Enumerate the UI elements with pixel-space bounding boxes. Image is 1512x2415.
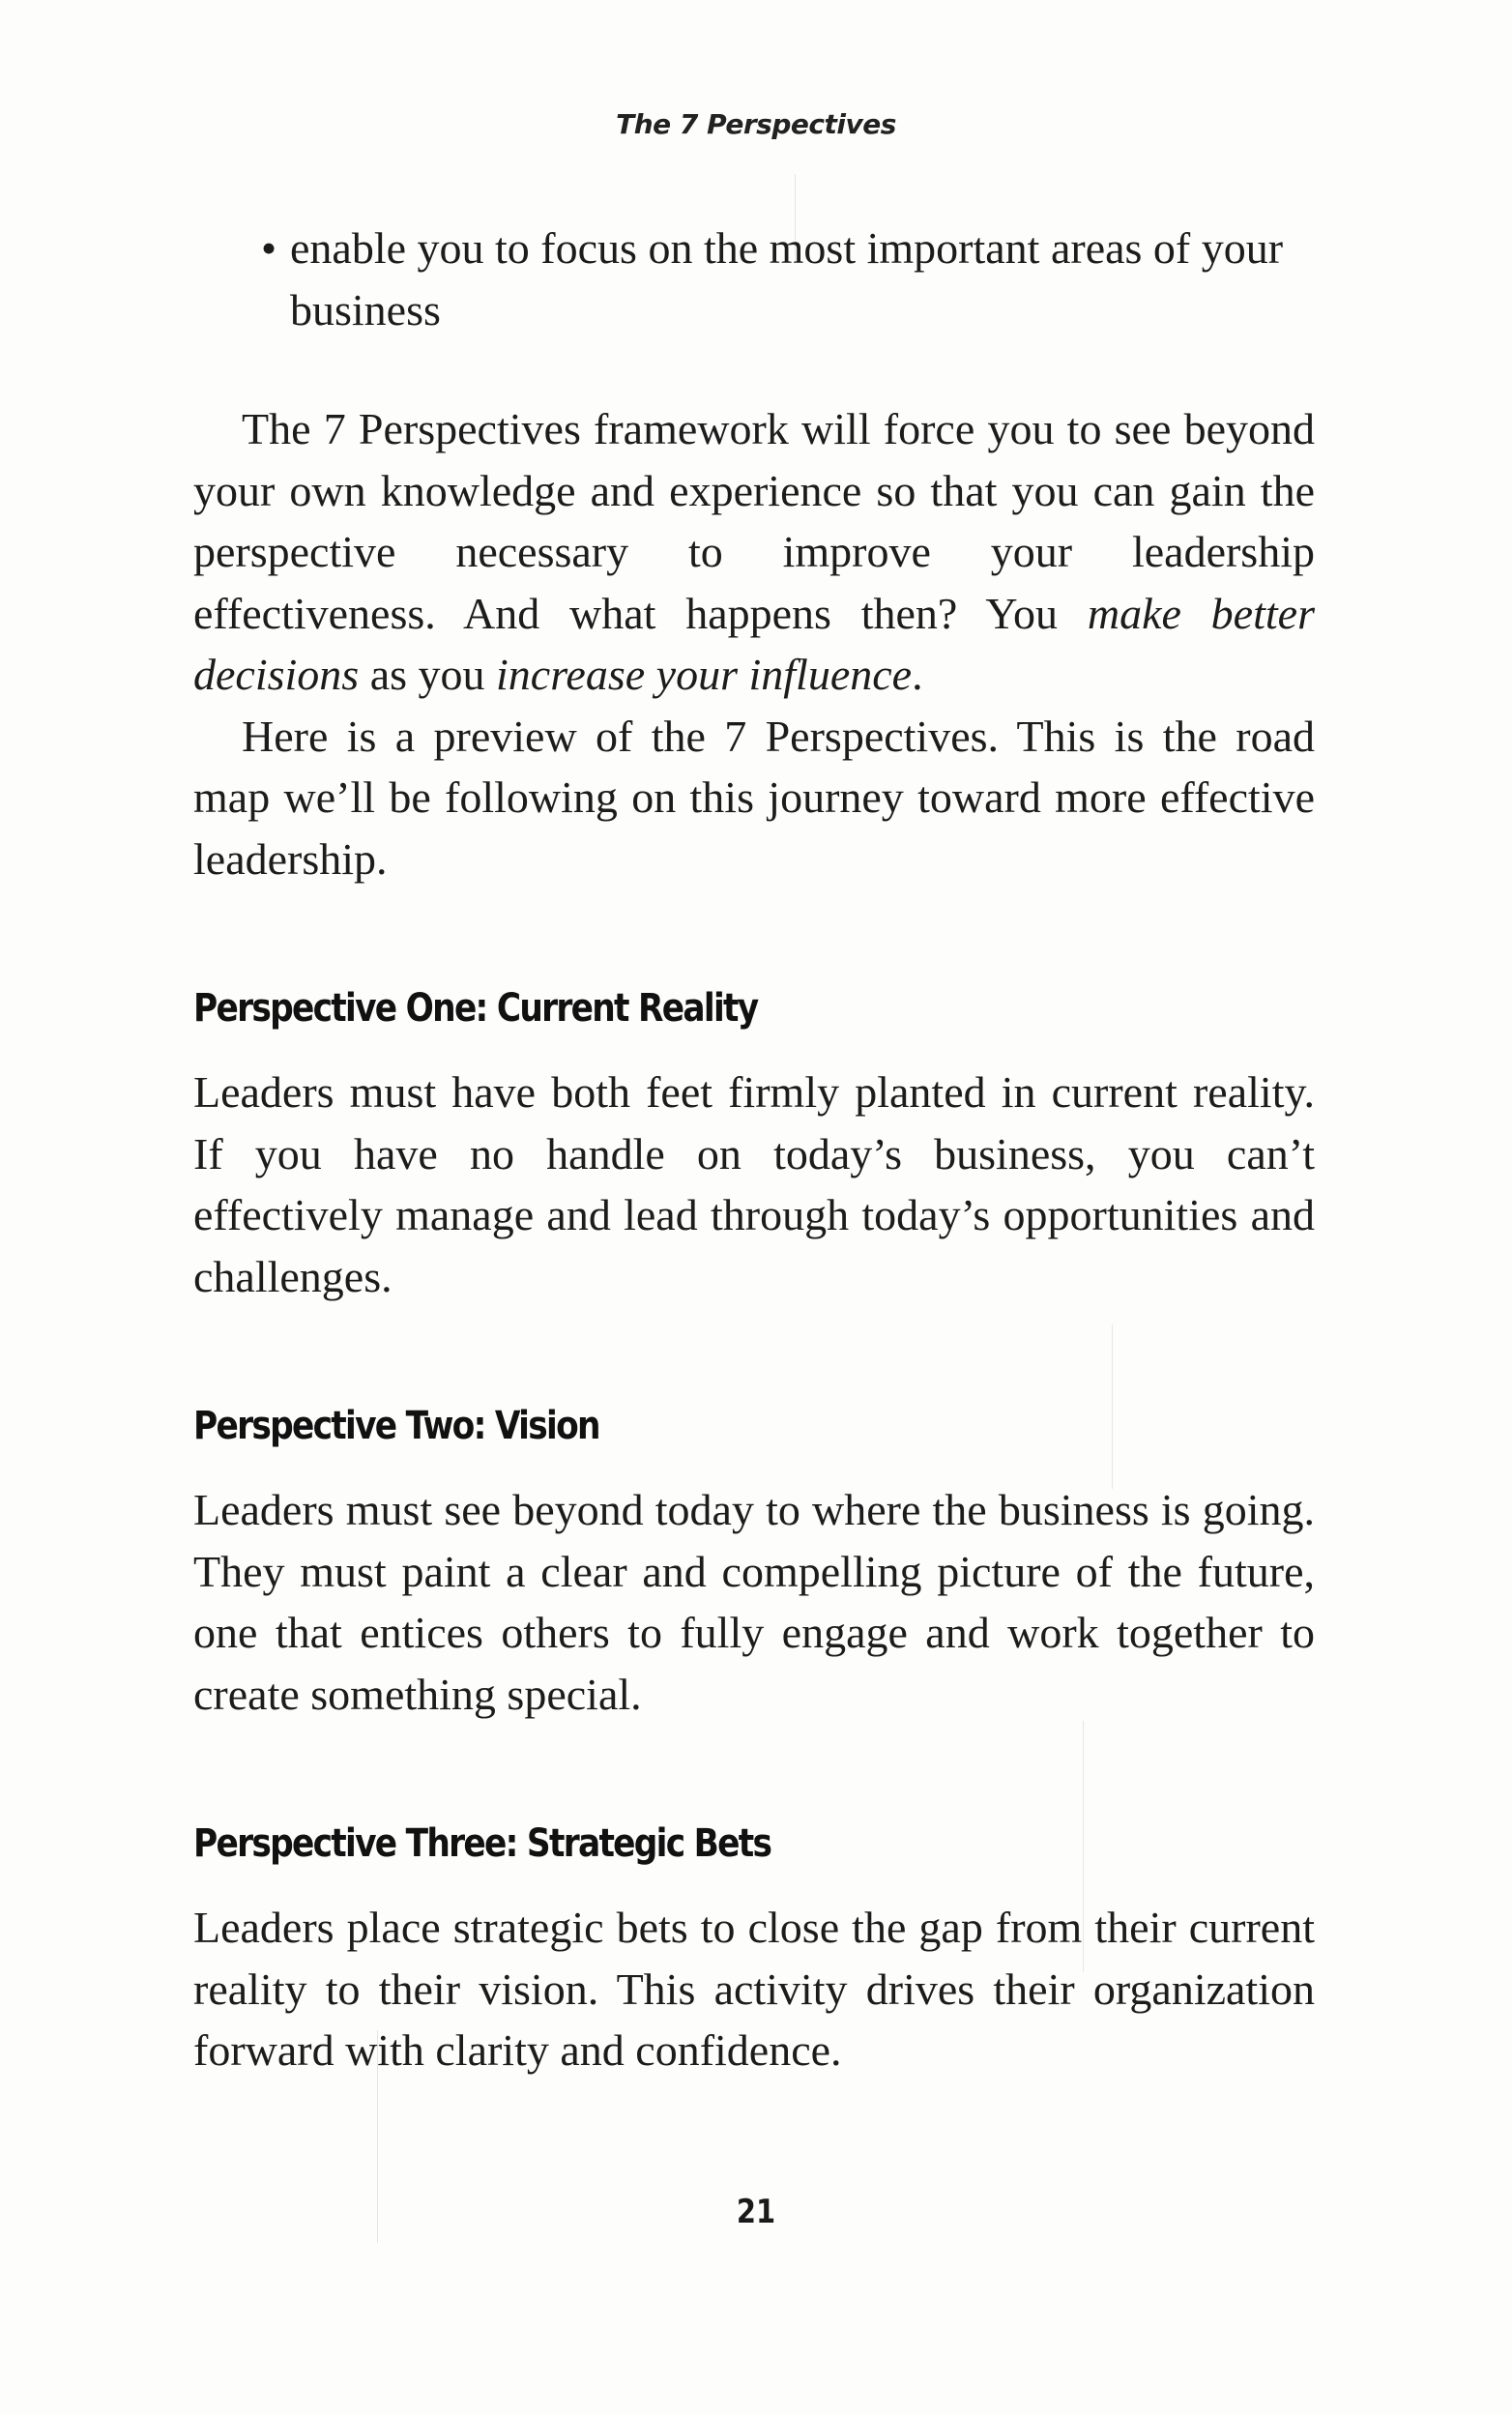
section-current-reality bbox=[193, 984, 1315, 1307]
running-head: The 7 Perspectives bbox=[616, 108, 896, 140]
intro-text-part: as you bbox=[359, 650, 497, 699]
bullet-text: enable you to focus on the most important areas of your business bbox=[290, 223, 1284, 335]
bullet-item bbox=[193, 218, 1315, 340]
section-vision bbox=[193, 1402, 1315, 1725]
emphasis-text: make better decisions bbox=[193, 588, 1315, 699]
emphasis-text: increase your influence bbox=[496, 650, 913, 699]
intro-paragraph bbox=[193, 398, 1315, 706]
section-heading: Perspective One: Current Reality bbox=[193, 986, 758, 1031]
section-text: Leaders must see beyond today to where the business is going. They must paint a clear and compelling picture of the future, one that entices others to fully engage and work together to create something special. bbox=[193, 1485, 1315, 1719]
preview-paragraph: Here is a preview of the 7 Perspectives. This is the road map we’ll be following on this journey toward more effective leadership. bbox=[193, 711, 1315, 884]
page-content bbox=[193, 218, 1315, 2081]
section-strategic-bets bbox=[193, 1819, 1315, 2081]
bullet-marker: • bbox=[261, 223, 277, 273]
page-number: 21 bbox=[736, 2193, 776, 2231]
section-text: Leaders must have both feet firmly planted in current reality. If you have no handle on today’s business, you can’t effectively manage and lead through today’s opportunities and challenges. bbox=[193, 1067, 1315, 1301]
section-heading: Perspective Three: Strategic Bets bbox=[193, 1821, 771, 1866]
section-text: Leaders place strategic bets to close the gap from their current reality to their vision. This activity drives their organization forward with clarity and confidence. bbox=[193, 1903, 1315, 2075]
section-heading: Perspective Two: Vision bbox=[193, 1404, 599, 1448]
intro-text-part: . bbox=[912, 650, 923, 699]
intro-text-part: The 7 Perspectives framework will force you to see beyond your own knowledge and experience so that you can gain the perspective necessary to improve your leadership effectiveness. And what happens then? You bbox=[193, 404, 1315, 638]
